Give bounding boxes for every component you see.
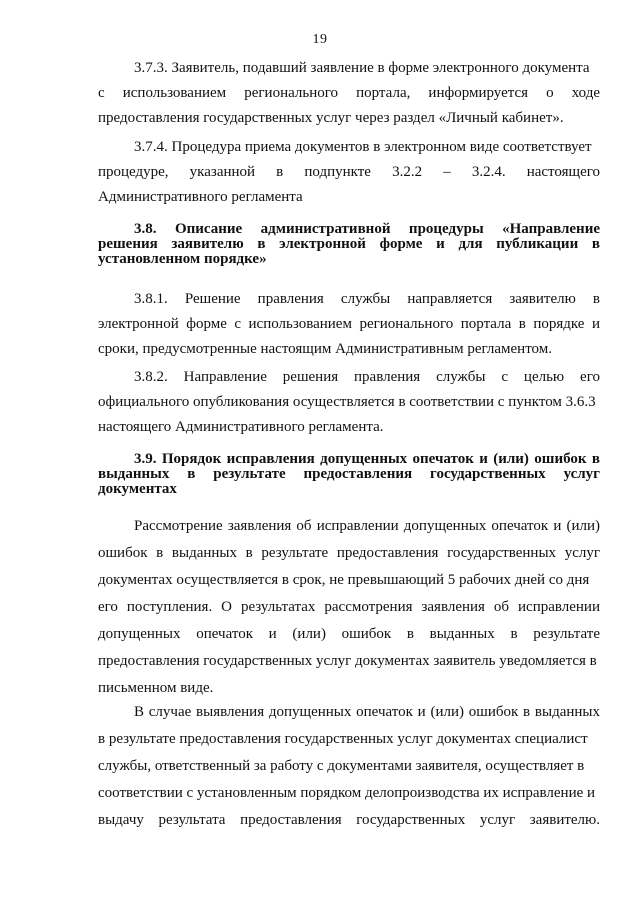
heading-line: 3.9. Порядок исправления допущенных опечаток и (или) ошибок в [134, 451, 600, 467]
heading-line: выданных в результате предоставления государственных услуг [98, 466, 600, 482]
paragraph-line: В случае выявления допущенных опечаток и (или) ошибок в выданных [134, 704, 600, 720]
paragraph-3-8-2 [98, 365, 600, 440]
paragraph-line: настоящего Административного регламента. [98, 419, 384, 435]
paragraph-3-7-4 [98, 135, 600, 210]
paragraph-line: 3.8.2. Направление решения правления службы с целью его [134, 369, 600, 385]
paragraph-line: допущенных опечаток и (или) ошибок в выданных в результате [98, 626, 600, 642]
paragraph-line: официального опубликования осуществляется в соответствии с пунктом 3.6.3 [98, 394, 596, 410]
paragraph-error-correction [98, 699, 600, 834]
heading-line: решения заявителю в электронной форме и для публикации в [98, 236, 600, 252]
paragraph-3-8-1 [98, 287, 600, 362]
paragraph-line: сроки, предусмотренные настоящим Административным регламентом. [98, 341, 553, 357]
paragraph-line: его поступления. О результатах рассмотрения заявления об исправлении [98, 599, 600, 615]
paragraph-line: в результате предоставления государственных услуг документах специалист [98, 731, 588, 747]
paragraph-line: электронной форме с использованием регионального портала в порядке и [98, 316, 600, 332]
paragraph-line: процедуре, указанной в подпункте 3.2.2 – 3.2.4. настоящего [98, 164, 600, 180]
heading-line: 3.8. Описание административной процедуры «Направление [134, 221, 600, 237]
paragraph-line: Рассмотрение заявления об исправлении допущенных опечаток и (или) [134, 518, 600, 534]
section-heading-3-9 [98, 452, 600, 497]
paragraph-line: выдачу результата предоставления государственных услуг заявителю. [98, 812, 600, 828]
paragraph-line: предоставления государственных услуг через раздел «Личный кабинет». [98, 110, 564, 126]
paragraph-line: Административного регламента [98, 189, 303, 205]
section-heading-3-8 [98, 222, 600, 267]
paragraph-line: предоставления государственных услуг документах заявитель уведомляется в [98, 653, 597, 669]
paragraph-3-7-3 [98, 56, 600, 131]
paragraph-line: документах осуществляется в срок, не превышающий 5 рабочих дней со дня [98, 572, 590, 588]
paragraph-line: с использованием регионального портала, информируется о ходе [98, 85, 600, 101]
paragraph-line: ошибок в выданных в результате предоставления государственных услуг [98, 545, 600, 561]
heading-line: установленном порядке» [98, 251, 267, 267]
paragraph-line: службы, ответственный за работу с документами заявителя, осуществляет в [98, 758, 585, 774]
heading-line: документах [98, 481, 177, 497]
page-number: 19 [312, 32, 328, 47]
paragraph-review-period [98, 513, 600, 702]
paragraph-line: 3.7.4. Процедура приема документов в электронном виде соответствует [134, 139, 592, 155]
paragraph-line: 3.7.3. Заявитель, подавший заявление в форме электронного документа [134, 60, 590, 76]
paragraph-line: соответствии с установленным порядком делопроизводства их исправление и [98, 785, 596, 801]
paragraph-line: письменном виде. [98, 680, 214, 696]
paragraph-line: 3.8.1. Решение правления службы направляется заявителю в [134, 291, 600, 307]
